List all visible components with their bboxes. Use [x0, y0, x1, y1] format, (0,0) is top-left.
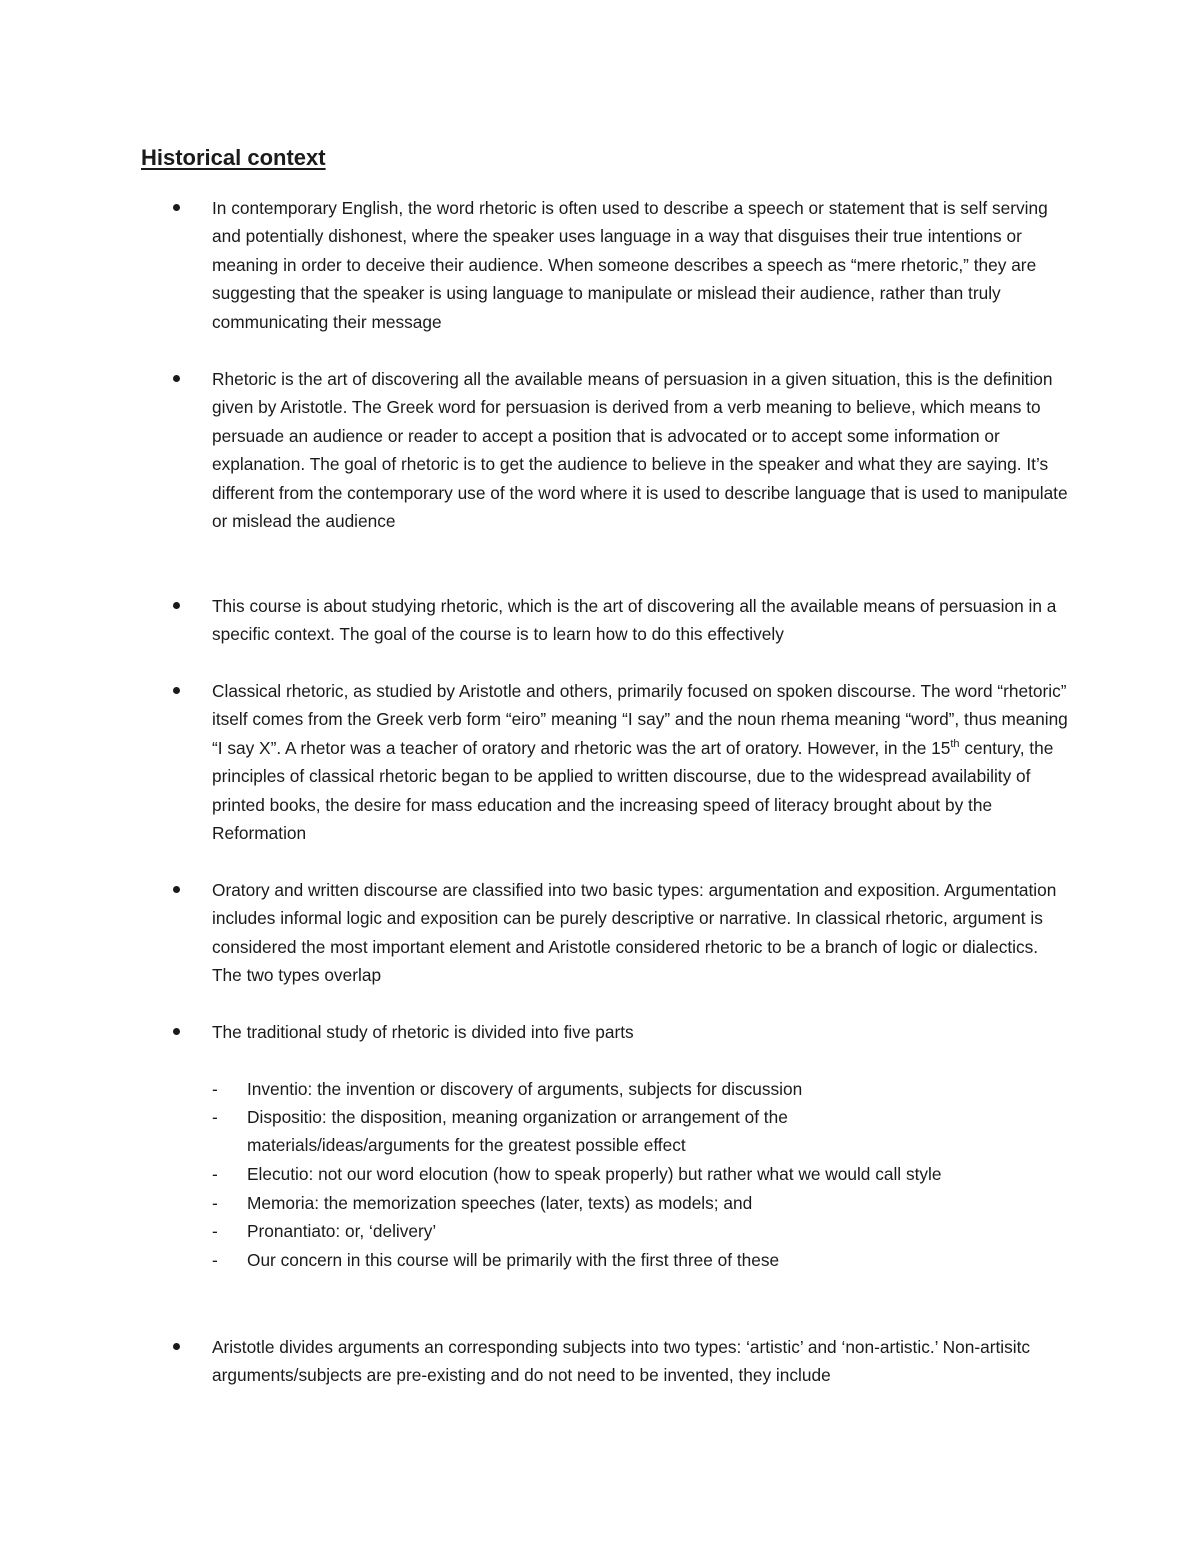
- dash-item-text: Inventio: the invention or discovery of arguments, subjects for discussion: [247, 1079, 803, 1099]
- bullet-text-part: century, the principles of classical rhetoric began to be applied to written discourse, due to the widespread availability of printed books, the desire for mass education and the increasing speed of literacy brought about by the Reformation: [212, 737, 1054, 844]
- dash-list-item: [212, 1217, 1082, 1245]
- page-heading: Historical context: [141, 145, 326, 170]
- bullet-marker: [171, 1333, 181, 1343]
- dash-item-text: Pronantiato: or, ‘delivery’: [247, 1221, 437, 1241]
- bullet-marker: [171, 365, 181, 375]
- dash-marker: -: [212, 1221, 218, 1241]
- bullet-paragraph: The traditional study of rhetoric is divided into five parts: [212, 1022, 634, 1042]
- bullet-paragraph: Rhetoric is the art of discovering all the available means of persuasion in a given situation, this is the definition given by Aristotle. The Greek word for persuasion is derived from a verb meaning to believe, which means to persuade an audience or reader to accept a position that is advocated or to accept some information or explanation. The goal of rhetoric is to get the audience to believe in the speaker and what they are saying. It’s different from the contemporary use of the word where it is used to describe language that is used to manipulate or mislead the audience: [212, 369, 1068, 532]
- bullet-marker: [171, 1018, 181, 1028]
- dash-marker: -: [212, 1164, 218, 1184]
- bullet-paragraph: Aristotle divides arguments an corresponding subjects into two types: ‘artistic’ and ‘non-artistic.’ Non-artisitc arguments/subjects are pre-existing and do not need to be invented, they include: [212, 1337, 1031, 1386]
- dash-marker: -: [212, 1250, 218, 1270]
- dash-marker: -: [212, 1107, 218, 1127]
- bullet-marker: [171, 592, 181, 602]
- bullet-paragraph: This course is about studying rhetoric, which is the art of discovering all the available means of persuasion in a specific context. The goal of the course is to learn how to do this effectively: [212, 596, 1057, 645]
- dash-item-text: Dispositio: the disposition, meaning organization or arrangement of the materials/ideas/arguments for the greatest possible effect: [247, 1107, 788, 1156]
- dash-list-item: [212, 1246, 1082, 1274]
- bullet-marker: [171, 677, 181, 687]
- bullet-paragraph: Oratory and written discourse are classified into two basic types: argumentation and exposition. Argumentation includes informal logic and exposition can be purely descriptive or narrative. In classical rhetoric, argument is considered the most important element and Aristotle considered rhetoric to be a branch of logic or dialectics. The two types overlap: [212, 880, 1057, 986]
- dash-marker: -: [212, 1193, 218, 1213]
- dash-marker: -: [212, 1079, 218, 1099]
- dash-item-text: Memoria: the memorization speeches (later, texts) as models; and: [247, 1193, 753, 1213]
- dash-list-item: [212, 1103, 892, 1160]
- bullet-marker: [171, 876, 181, 886]
- dash-list-item: [212, 1075, 1082, 1103]
- bullet-text-part: Classical rhetoric, as studied by Aristotle and others, primarily focused on spoken discourse. The word “rhetoric” itself comes from the Greek verb form “eiro” meaning “I say” and the noun rhema meaning “word”, thus meaning “I say X”. A rhetor was a teacher of oratory and rhetoric was the art of oratory. However, in the 15: [212, 681, 1068, 758]
- dash-item-text: Elecutio: not our word elocution (how to speak properly) but rather what we would call style: [247, 1164, 942, 1184]
- dash-list-item: [212, 1160, 1082, 1188]
- bullet-marker: [171, 194, 181, 204]
- bullet-paragraph: In contemporary English, the word rhetoric is often used to describe a speech or statement that is self serving and potentially dishonest, where the speaker uses language in a way that disguises their true intentions or meaning in order to deceive their audience. When someone describes a speech as “mere rhetoric,” they are suggesting that the speaker is using language to manipulate or mislead their audience, rather than truly communicating their message: [212, 198, 1048, 332]
- dash-item-text: Our concern in this course will be primarily with the first three of these: [247, 1250, 780, 1270]
- ordinal-superscript: th: [950, 738, 960, 751]
- dash-list-item: [212, 1189, 1082, 1217]
- bullet-paragraph: [212, 677, 1072, 847]
